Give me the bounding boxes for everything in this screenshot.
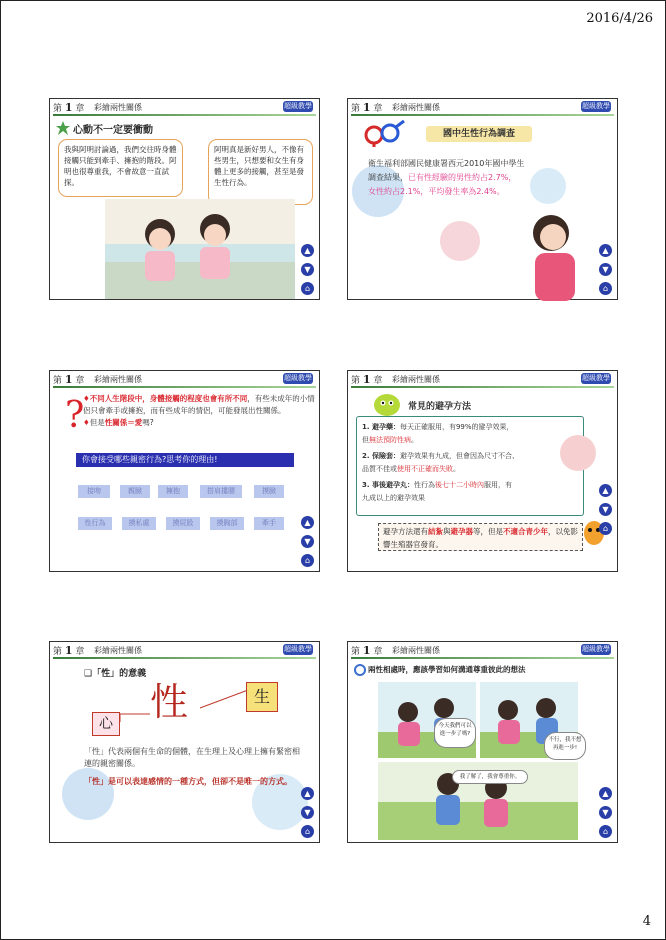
survey-line-2a: 調查結果， — [368, 173, 408, 182]
nav-down-icon[interactable]: ▼ — [599, 503, 612, 516]
super-teaching-badge[interactable]: 超級教學 — [284, 374, 312, 382]
super-teaching-badge[interactable]: 超級教學 — [582, 102, 610, 110]
bullet-2a: 但是 — [89, 418, 105, 427]
nav-up-icon[interactable]: ▲ — [599, 244, 612, 257]
slide-thumbnail-3[interactable]: 第 1 章 彩繪兩性關係 超級教學 ? ♦不同人生階段中，身體接觸的程度也會有所不同，有些未成年的小情侶只會牽手或擁抱，而有些成年的情侶，可能發展出性關係。 ♦但是性關係＝愛嗎? 你會接受哪些親密行為?思考你的理由! 接吻 親臉 擁抱 搭肩摟腰 摸臉 性行為 摸私處 摸屁股 摸胸部 牽手 ▲ ▼ ⌂ — [49, 370, 320, 572]
option-tag[interactable]: 擁抱 — [158, 485, 188, 498]
bullet-1-text: ，有些未成年的小情侶只會牽手或擁抱，而有些成年的情侶，可能發展出性關係。 — [83, 394, 315, 415]
option-tag[interactable]: 親臉 — [120, 485, 150, 498]
checkbox-icon: ❑ — [84, 669, 93, 679]
slide-thumbnail-4[interactable]: 第 1 章 彩繪兩性關係 超級教學 常見的避孕方法 1. 避孕藥：每天正確服用，有99%的避孕效果， 但無法預防性病。 2. 保險套：避孕效果有九成，但會因為尺寸不合、 品質不佳或使用不正確而失敗。 3. 事後避孕丸：性行為後七十二小時內服用，有 九成以上的避孕效果 避孕方法還有結紮與避孕器等，但是不適合青少年，以免影響生殖器官發育。 ▲ ▼ ⌂ — [347, 370, 618, 572]
thinking-girl-illustration — [523, 211, 583, 301]
slide-heading: 國中生性行為調查 — [426, 126, 532, 142]
page-number: 4 — [642, 914, 651, 929]
chapter-title: 彩繪兩性關係 — [94, 375, 142, 384]
chapter-title: 彩繪兩性關係 — [94, 646, 142, 655]
option-tag[interactable]: 接吻 — [78, 485, 110, 498]
slide-thumbnail-5[interactable] — [49, 641, 320, 843]
survey-line-1: 衛生福利部國民健康署西元2010年國中學生 — [368, 159, 525, 168]
option-tag[interactable]: 搭肩摟腰 — [200, 485, 242, 498]
slide-thumbnail-6[interactable] — [347, 641, 618, 843]
nav-up-icon[interactable]: ▲ — [301, 516, 314, 529]
nav-down-icon[interactable]: ▼ — [301, 806, 314, 819]
method-3-title: 3. 事後避孕丸： — [362, 481, 414, 489]
super-teaching-badge[interactable]: 超級教學 — [582, 374, 610, 382]
cartoon-face-icon — [372, 393, 402, 417]
slide-heading: 「性」的意義 — [92, 669, 147, 679]
bullet-1-emphasis: 不同人生階段中，身體接觸的程度也會有所不同 — [89, 394, 248, 403]
home-icon[interactable]: ⌂ — [301, 825, 314, 838]
chapter-title: 彩繪兩性關係 — [392, 375, 440, 384]
header-rule — [53, 657, 316, 659]
nav-up-icon[interactable]: ▲ — [599, 484, 612, 497]
character-xing: 性 — [150, 680, 189, 724]
speech-bubble-right: 阿明真是新好男人，不像有些男生，只想要和女生有身體上更多的接觸，甚至是發生性行為。 — [208, 139, 313, 205]
option-tag[interactable]: 摸臉 — [254, 485, 284, 498]
slide-heading: 兩性相處時，應該學習如何溝通尊重彼此的想法 — [368, 665, 526, 674]
nav-down-icon[interactable]: ▼ — [599, 263, 612, 276]
star-icon — [56, 121, 70, 135]
header-rule — [53, 386, 316, 388]
survey-line-2b: 已有性經驗的男性約占2.7%， — [408, 173, 517, 182]
home-icon[interactable]: ⌂ — [599, 282, 612, 295]
slide-header: 第 1 章 彩繪兩性關係 超級教學 — [348, 642, 617, 659]
header-rule — [351, 657, 614, 659]
option-tag[interactable]: 摸私處 — [122, 517, 156, 530]
chapter-title: 彩繪兩性關係 — [392, 103, 440, 112]
chapter-title: 彩繪兩性關係 — [94, 103, 142, 112]
character-sheng: 生 — [246, 682, 278, 712]
option-tag[interactable]: 摸屁股 — [166, 517, 200, 530]
slide-nav — [301, 238, 315, 295]
slide-header: 第 1 章 彩繪兩性關係 超級教學 — [50, 99, 319, 116]
slide-heading: 常見的避孕方法 — [408, 402, 472, 412]
meaning-para-1: 「性」代表兩個有生命的個體，在生理上及心理上擁有緊密相連的親密關係。 — [84, 747, 300, 768]
method-2-title: 2. 保險套： — [362, 452, 400, 460]
bullet-2-emphasis: 性關係＝愛 — [104, 418, 143, 427]
home-icon[interactable]: ⌂ — [301, 554, 314, 567]
header-rule — [351, 386, 614, 388]
option-tag[interactable]: 性行為 — [78, 517, 112, 530]
svg-text:?: ? — [65, 395, 85, 436]
method-1-title: 1. 避孕藥： — [362, 423, 400, 431]
slide-header: 第 1 章 彩繪兩性關係 超級教學 — [348, 99, 617, 116]
slide-nav — [301, 781, 315, 838]
meaning-para-2: 「性」是可以表達感情的一種方式，但卻不是唯一的方式。 — [84, 777, 292, 786]
girls-illustration — [105, 199, 295, 299]
slide-nav — [599, 781, 613, 838]
nav-up-icon[interactable]: ▲ — [301, 244, 314, 257]
swirl-icon — [354, 663, 366, 677]
slide-nav — [301, 510, 315, 567]
nav-down-icon[interactable]: ▼ — [301, 535, 314, 548]
home-icon[interactable]: ⌂ — [301, 282, 314, 295]
chapter-title: 彩繪兩性關係 — [392, 646, 440, 655]
couple-comic-illustration — [378, 682, 578, 842]
slide-header: 第 1 章 彩繪兩性關係 超級教學 — [50, 642, 319, 659]
survey-line-3: 女性約占2.1%，平均發生率為2.4%。 — [368, 187, 505, 196]
slide-header: 第 1 章 彩繪兩性關係 超級教學 — [348, 371, 617, 388]
header-rule — [351, 114, 614, 116]
speech-bubble-3: 我了解了，我會尊重你。 — [452, 770, 528, 784]
speech-bubble-2: 不行，我不想再進一步! — [544, 732, 586, 760]
slide-heading: 心動不一定要衝動 — [73, 125, 153, 136]
nav-up-icon[interactable]: ▲ — [301, 787, 314, 800]
slide-nav — [599, 478, 613, 535]
option-tag[interactable]: 摸胸部 — [210, 517, 244, 530]
slide-thumbnail-1[interactable] — [49, 98, 320, 300]
super-teaching-badge[interactable]: 超級教學 — [284, 102, 312, 110]
nav-down-icon[interactable]: ▼ — [599, 806, 612, 819]
slide-nav — [599, 238, 613, 295]
gender-symbols-icon — [360, 121, 410, 147]
super-teaching-badge[interactable]: 超級教學 — [582, 645, 610, 653]
header-rule — [53, 114, 316, 116]
home-icon[interactable]: ⌂ — [599, 825, 612, 838]
character-xin: 心 — [92, 712, 120, 736]
super-teaching-badge[interactable]: 超級教學 — [284, 645, 312, 653]
print-date: 2016/4/26 — [586, 11, 653, 26]
speech-bubble-1: 今天我們可以進一步了嗎? — [434, 718, 476, 748]
nav-down-icon[interactable]: ▼ — [301, 263, 314, 276]
nav-up-icon[interactable]: ▲ — [599, 787, 612, 800]
note-box: 避孕方法還有結紮與避孕器等，但是不適合青少年，以免影響生殖器官發育。 — [378, 523, 583, 551]
speech-bubble-left: 我與阿明討論過，我們交往時身體接觸只能到牽手、擁抱的階段。阿明也很尊重我，不會故意一直試探。 — [58, 139, 183, 197]
slide-thumbnail-2[interactable] — [347, 98, 618, 300]
slide-header: 第 1 章 彩繪兩性關係 超級教學 — [50, 371, 319, 388]
option-tag[interactable]: 牽手 — [254, 517, 284, 530]
question-mark-icon — [64, 395, 85, 436]
home-icon[interactable]: ⌂ — [599, 522, 612, 535]
question-banner: 你會接受哪些親密行為?思考你的理由! — [76, 453, 294, 467]
bullet-2c: 嗎? — [142, 418, 154, 427]
